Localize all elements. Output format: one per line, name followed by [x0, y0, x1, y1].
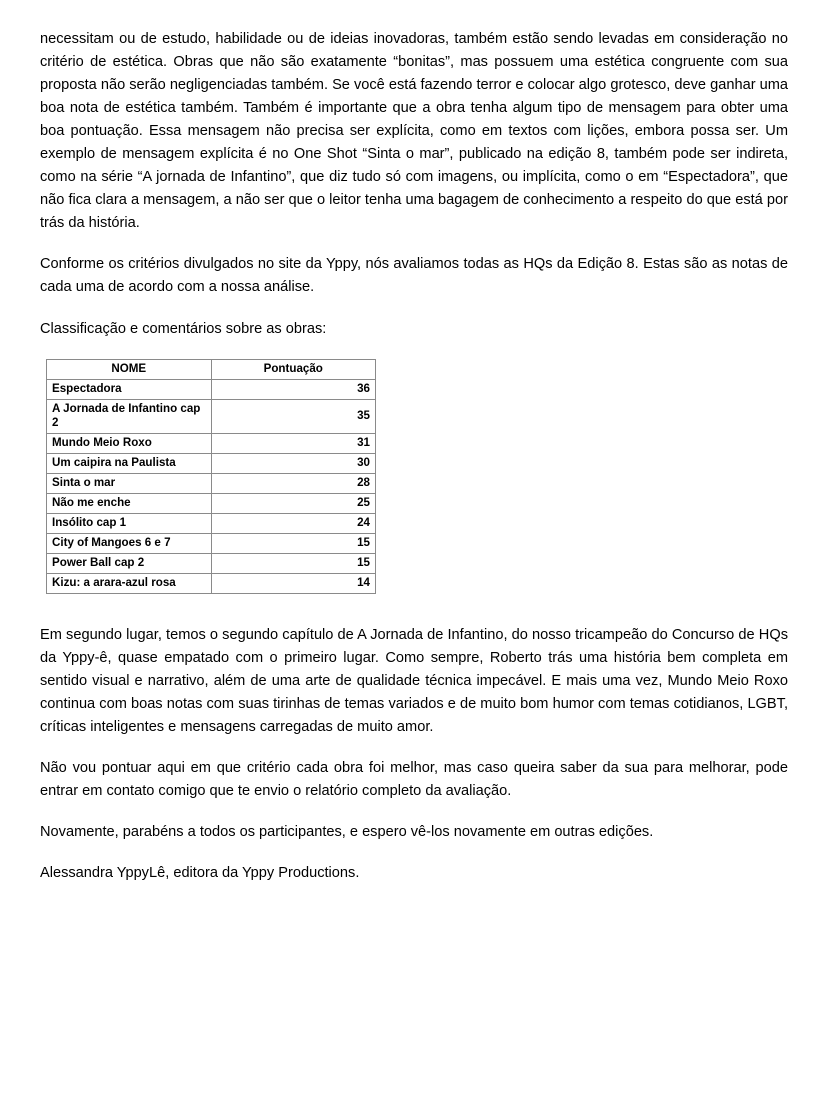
paragraph-contact: Não vou pontuar aqui em que critério cada obra foi melhor, mas caso queira saber da sua para melhorar, pode entrar em contato comigo que te envio o relatório completo da avaliação.: [40, 759, 788, 799]
table-row: [47, 493, 376, 513]
table-header-row: [47, 359, 376, 379]
paragraph-intro: necessitam ou de estudo, habilidade ou de ideias inovadoras, também estão sendo levadas em consideração no critério de estética. Obras que não são exatamente “bonitas”, mas possuem uma estética congruente com sua proposta não serão negligenciadas também. Se você está fazendo terror e colocar algo grotesco, deve ganhar uma boa nota de estética também. Também é importante que a obra tenha algum tipo de mensagem para obter uma boa pontuação. Essa mensagem não precisa ser explícita, como em textos com lições, embora possa ser. Um exemplo de mensagem explícita é no One Shot “Sinta o mar”, publicado na edição 8, também pode ser indireta, como na série “A jornada de Infantino”, que diz tudo só com imagens, ou implícita, como o em “Espectadora”, que não fica clara a mensagem, a não ser que o leitor tenha uma bagagem de conhecimento a respeito do que está por trás da história.: [40, 31, 788, 232]
table-row: [47, 553, 376, 573]
paragraph-signature: Alessandra YppyLê, editora da Yppy Productions.: [40, 864, 360, 881]
table-row: [47, 433, 376, 453]
cell-name: Power Ball cap 2: [47, 553, 212, 573]
table-row: [47, 399, 376, 433]
cell-name: Um caipira na Paulista: [47, 453, 212, 473]
scores-table-head: [47, 359, 376, 379]
cell-score: 28: [211, 473, 376, 493]
cell-name: Sinta o mar: [47, 473, 212, 493]
cell-score: 15: [211, 533, 376, 553]
cell-score: 30: [211, 453, 376, 473]
cell-name: A Jornada de Infantino cap 2: [47, 399, 212, 433]
column-header-pontuacao: Pontuação: [211, 359, 376, 379]
cell-score: 35: [211, 399, 376, 433]
table-row: [47, 533, 376, 553]
table-row: [47, 573, 376, 593]
document-body: [40, 28, 788, 903]
paragraph-congrats: Novamente, parabéns a todos os participantes, e espero vê-los novamente em outras edições.: [40, 823, 654, 840]
paragraph-second-place: Em segundo lugar, temos o segundo capítulo de A Jornada de Infantino, do nosso tricampeão do Concurso de HQs da Yppy-ê, quase empatado com o primeiro lugar. Como sempre, Roberto trás uma história bem completa em sentido visual e narrativo, além de uma arte de qualidade técnica impecável. E mais uma vez, Mundo Meio Roxo continua com boas notas com suas tirinhas de temas variados e de muito bom humor com temas cotidianos, LGBT, críticas inteligentes e mensagens carregadas de muito amor.: [40, 626, 788, 735]
table-row: [47, 473, 376, 493]
scores-table: [46, 359, 376, 594]
scores-table-wrapper: [40, 359, 788, 594]
cell-name: Não me enche: [47, 493, 212, 513]
cell-name: Mundo Meio Roxo: [47, 433, 212, 453]
cell-score: 36: [211, 379, 376, 399]
cell-score: 15: [211, 553, 376, 573]
column-header-nome: NOME: [47, 359, 212, 379]
paragraph-table-caption: Classificação e comentários sobre as obras:: [40, 320, 327, 337]
cell-score: 24: [211, 513, 376, 533]
paragraph-criteria: Conforme os critérios divulgados no site da Yppy, nós avaliamos todas as HQs da Edição 8. Estas são as notas de cada uma de acordo com a nossa análise.: [40, 256, 788, 296]
cell-name: Kizu: a arara-azul rosa: [47, 573, 212, 593]
cell-score: 14: [211, 573, 376, 593]
cell-score: 25: [211, 493, 376, 513]
cell-name: City of Mangoes 6 e 7: [47, 533, 212, 553]
cell-score: 31: [211, 433, 376, 453]
table-row: [47, 379, 376, 399]
cell-name: Insólito cap 1: [47, 513, 212, 533]
table-row: [47, 453, 376, 473]
scores-table-body: [47, 379, 376, 593]
cell-name: Espectadora: [47, 379, 212, 399]
table-row: [47, 513, 376, 533]
